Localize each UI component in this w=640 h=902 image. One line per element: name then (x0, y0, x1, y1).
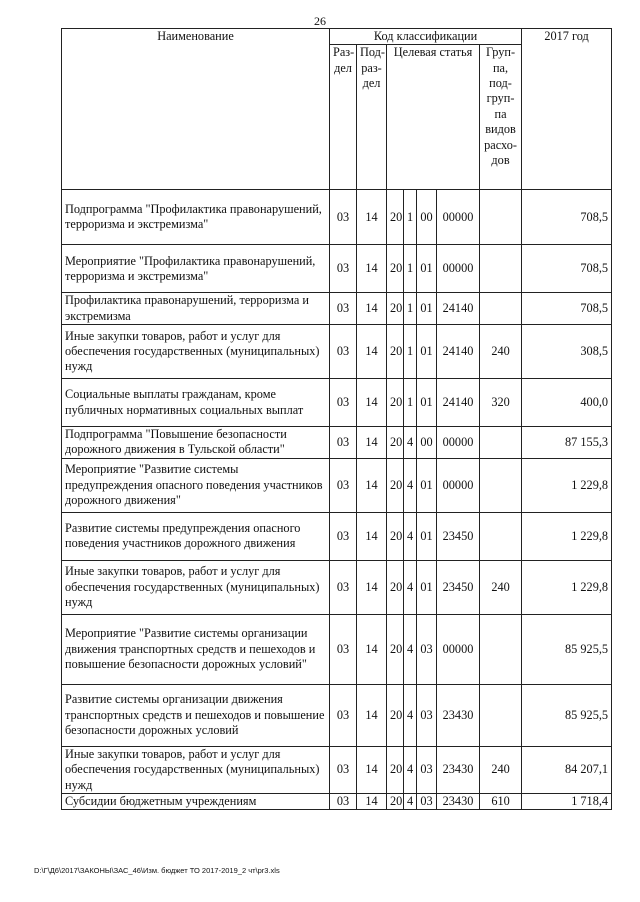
row-target-subprogram: 4 (404, 746, 417, 793)
row-amount: 708,5 (522, 245, 612, 293)
table-row (62, 746, 612, 793)
row-amount: 708,5 (522, 293, 612, 325)
row-target-direction: 00000 (437, 427, 480, 459)
row-section: 03 (330, 379, 357, 427)
row-target-subprogram: 4 (404, 512, 417, 560)
row-amount: 1 229,8 (522, 458, 612, 512)
row-name: Мероприятие "Профилактика правонарушений, терроризма и экстремизма" (62, 245, 330, 293)
row-target-subprogram: 1 (404, 325, 417, 379)
row-name: Субсидии бюджетным учреждениям (62, 793, 330, 809)
row-target-program: 20 (387, 458, 404, 512)
row-target-subprogram: 1 (404, 245, 417, 293)
row-target-direction: 00000 (437, 614, 480, 684)
row-amount: 85 925,5 (522, 614, 612, 684)
row-section: 03 (330, 684, 357, 746)
header-target-article: Целевая статья (387, 45, 480, 190)
row-target-program: 20 (387, 746, 404, 793)
row-target-subprogram: 4 (404, 560, 417, 614)
row-target-event: 00 (417, 190, 437, 245)
row-target-program: 20 (387, 793, 404, 809)
row-expense-group (480, 427, 522, 459)
row-subsection: 14 (357, 379, 387, 427)
row-subsection: 14 (357, 427, 387, 459)
file-path-footer: D:\Г\Д6\2017\ЗАКОНЫ\ЗАС_46\Изм. бюджет ТО 2017-2019_2 чт\pr3.xls (34, 866, 280, 875)
row-subsection: 14 (357, 793, 387, 809)
row-target-program: 20 (387, 379, 404, 427)
table-row (62, 245, 612, 293)
page-number: 26 (314, 14, 326, 28)
row-section: 03 (330, 512, 357, 560)
header-section: Раз- дел (330, 45, 357, 190)
table-row (62, 614, 612, 684)
header-subsection: Под- раз- дел (357, 45, 387, 190)
table-row (62, 293, 612, 325)
header-expense-group: Груп- па, под- груп- па видов расхо- дов (480, 45, 522, 190)
row-subsection: 14 (357, 293, 387, 325)
row-target-subprogram: 1 (404, 190, 417, 245)
row-expense-group: 610 (480, 793, 522, 809)
row-target-subprogram: 4 (404, 427, 417, 459)
row-subsection: 14 (357, 746, 387, 793)
row-name: Подпрограмма "Профилактика правонарушений, терроризма и экстремизма" (62, 190, 330, 245)
row-target-program: 20 (387, 325, 404, 379)
row-target-event: 01 (417, 560, 437, 614)
row-target-subprogram: 4 (404, 614, 417, 684)
row-subsection: 14 (357, 614, 387, 684)
row-section: 03 (330, 325, 357, 379)
row-target-direction: 23430 (437, 684, 480, 746)
row-target-program: 20 (387, 427, 404, 459)
row-section: 03 (330, 560, 357, 614)
row-section: 03 (330, 746, 357, 793)
table-row (62, 512, 612, 560)
row-amount: 308,5 (522, 325, 612, 379)
row-target-direction: 00000 (437, 458, 480, 512)
row-target-event: 03 (417, 793, 437, 809)
row-subsection: 14 (357, 245, 387, 293)
table-row (62, 379, 612, 427)
row-expense-group (480, 684, 522, 746)
row-section: 03 (330, 427, 357, 459)
table-row (62, 560, 612, 614)
row-expense-group (480, 293, 522, 325)
header-year: 2017 год (522, 29, 612, 190)
row-target-event: 01 (417, 325, 437, 379)
budget-table (61, 28, 612, 810)
row-expense-group: 240 (480, 325, 522, 379)
row-subsection: 14 (357, 325, 387, 379)
row-target-event: 01 (417, 379, 437, 427)
row-expense-group: 240 (480, 560, 522, 614)
row-subsection: 14 (357, 512, 387, 560)
table-row (62, 458, 612, 512)
row-target-subprogram: 4 (404, 458, 417, 512)
row-amount: 85 925,5 (522, 684, 612, 746)
row-name: Подпрограмма "Повышение безопасности дорожного движения в Тульской области" (62, 427, 330, 459)
row-expense-group: 320 (480, 379, 522, 427)
row-name: Социальные выплаты гражданам, кроме публичных нормативных социальных выплат (62, 379, 330, 427)
row-amount: 84 207,1 (522, 746, 612, 793)
row-target-event: 03 (417, 746, 437, 793)
header-code: Код классификации (330, 29, 522, 45)
row-subsection: 14 (357, 458, 387, 512)
row-amount: 1 229,8 (522, 560, 612, 614)
row-target-direction: 00000 (437, 190, 480, 245)
row-target-direction: 23450 (437, 512, 480, 560)
row-target-subprogram: 1 (404, 379, 417, 427)
row-section: 03 (330, 793, 357, 809)
row-target-program: 20 (387, 190, 404, 245)
table-row (62, 325, 612, 379)
row-target-direction: 24140 (437, 325, 480, 379)
row-amount: 400,0 (522, 379, 612, 427)
row-subsection: 14 (357, 684, 387, 746)
row-name: Мероприятие "Развитие системы предупреждения опасного поведения участников дорожного движения" (62, 458, 330, 512)
row-target-direction: 24140 (437, 293, 480, 325)
row-target-subprogram: 4 (404, 684, 417, 746)
row-amount: 1 718,4 (522, 793, 612, 809)
row-name: Профилактика правонарушений, терроризма и экстремизма (62, 293, 330, 325)
row-target-event: 01 (417, 458, 437, 512)
row-subsection: 14 (357, 560, 387, 614)
row-expense-group (480, 512, 522, 560)
row-target-event: 01 (417, 293, 437, 325)
row-target-event: 00 (417, 427, 437, 459)
row-name: Иные закупки товаров, работ и услуг для обеспечения государственных (муниципальных) нужд (62, 560, 330, 614)
row-expense-group (480, 458, 522, 512)
row-target-program: 20 (387, 293, 404, 325)
row-target-event: 03 (417, 614, 437, 684)
row-name: Иные закупки товаров, работ и услуг для обеспечения государственных (муниципальных) нужд (62, 746, 330, 793)
row-target-program: 20 (387, 684, 404, 746)
row-target-event: 01 (417, 512, 437, 560)
row-name: Мероприятие "Развитие системы организации движения транспортных средств и пешеходов и повышение безопасности дорожных условий" (62, 614, 330, 684)
header-name: Наименование (62, 29, 330, 190)
row-target-direction: 24140 (437, 379, 480, 427)
row-target-program: 20 (387, 245, 404, 293)
row-target-direction: 00000 (437, 245, 480, 293)
table-row (62, 684, 612, 746)
row-expense-group (480, 614, 522, 684)
row-target-subprogram: 1 (404, 293, 417, 325)
table-body (62, 190, 612, 810)
row-amount: 87 155,3 (522, 427, 612, 459)
row-section: 03 (330, 293, 357, 325)
row-target-event: 03 (417, 684, 437, 746)
table-row (62, 427, 612, 459)
row-target-direction: 23430 (437, 793, 480, 809)
row-target-program: 20 (387, 512, 404, 560)
row-expense-group: 240 (480, 746, 522, 793)
row-target-subprogram: 4 (404, 793, 417, 809)
row-subsection: 14 (357, 190, 387, 245)
row-section: 03 (330, 458, 357, 512)
row-target-event: 01 (417, 245, 437, 293)
row-amount: 708,5 (522, 190, 612, 245)
row-name: Развитие системы предупреждения опасного поведения участников дорожного движения (62, 512, 330, 560)
row-target-direction: 23450 (437, 560, 480, 614)
row-target-direction: 23430 (437, 746, 480, 793)
row-name: Иные закупки товаров, работ и услуг для обеспечения государственных (муниципальных) нужд (62, 325, 330, 379)
table-row (62, 793, 612, 809)
row-target-program: 20 (387, 614, 404, 684)
row-section: 03 (330, 190, 357, 245)
row-amount: 1 229,8 (522, 512, 612, 560)
row-target-program: 20 (387, 560, 404, 614)
row-name: Развитие системы организации движения транспортных средств и пешеходов и повышение безопасности дорожных условий (62, 684, 330, 746)
row-section: 03 (330, 245, 357, 293)
row-expense-group (480, 245, 522, 293)
table-row (62, 190, 612, 245)
row-section: 03 (330, 614, 357, 684)
row-expense-group (480, 190, 522, 245)
